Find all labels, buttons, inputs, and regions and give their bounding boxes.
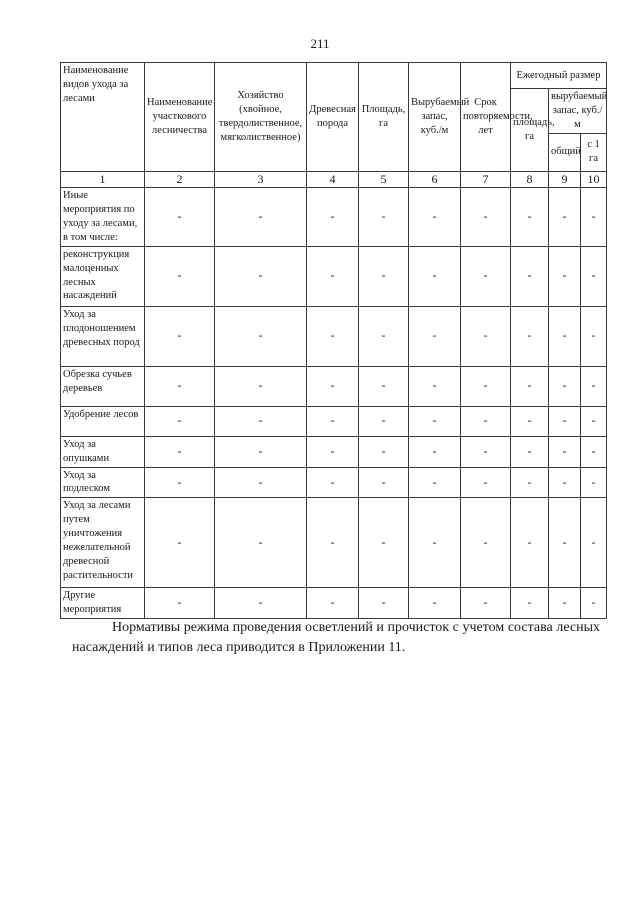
table-cell: -	[549, 588, 581, 619]
table-cell: -	[359, 246, 409, 306]
table-cell: -	[145, 188, 215, 246]
table-cell: -	[359, 406, 409, 436]
row-name: Другие мероприятия	[61, 588, 145, 619]
row-name: Обрезка сучьев деревьев	[61, 366, 145, 406]
header-annual-felled: вырубаемый запас, куб./м	[549, 89, 607, 134]
table-cell: -	[359, 366, 409, 406]
table-cell: -	[461, 436, 511, 467]
row-name: Иные мероприятия по уходу за лесами, в том числе:	[61, 188, 145, 246]
table-cell: -	[307, 246, 359, 306]
table-cell: -	[215, 467, 307, 498]
header-annual-area: площадь, га	[511, 89, 549, 172]
table-cell: -	[359, 588, 409, 619]
table-cell: -	[511, 588, 549, 619]
table-cell: -	[145, 306, 215, 366]
header-species: Древесная порода	[307, 63, 359, 172]
table-cell: -	[145, 366, 215, 406]
column-number: 2	[145, 171, 215, 188]
table-cell: -	[307, 366, 359, 406]
table-cell: -	[409, 406, 461, 436]
table-row	[61, 188, 607, 246]
table-cell: -	[581, 406, 607, 436]
header-total: общий	[549, 133, 581, 171]
column-number: 6	[409, 171, 461, 188]
table-cell: -	[409, 498, 461, 588]
header-area: Площадь, га	[359, 63, 409, 172]
table-row	[61, 406, 607, 436]
table-cell: -	[145, 588, 215, 619]
table-cell: -	[549, 467, 581, 498]
table-cell: -	[511, 188, 549, 246]
column-number: 8	[511, 171, 549, 188]
table-cell: -	[215, 406, 307, 436]
table-cell: -	[359, 436, 409, 467]
table-cell: -	[307, 306, 359, 366]
table-cell: -	[215, 588, 307, 619]
table-cell: -	[581, 246, 607, 306]
table-cell: -	[581, 588, 607, 619]
table-cell: -	[549, 366, 581, 406]
table-cell: -	[307, 467, 359, 498]
table-cell: -	[461, 306, 511, 366]
table-cell: -	[581, 467, 607, 498]
table-cell: -	[511, 366, 549, 406]
table-row	[61, 436, 607, 467]
column-number: 7	[461, 171, 511, 188]
table-body	[61, 188, 607, 619]
table-cell: -	[581, 366, 607, 406]
table-cell: -	[359, 467, 409, 498]
table-cell: -	[307, 188, 359, 246]
table-cell: -	[215, 188, 307, 246]
page-number: 211	[310, 36, 330, 51]
table-cell: -	[461, 188, 511, 246]
table-cell: -	[307, 406, 359, 436]
row-name: Уход за опушками	[61, 436, 145, 467]
table-cell: -	[461, 406, 511, 436]
table-row	[61, 467, 607, 498]
header-felled-stock: Вырубаемый запас, куб./м	[409, 63, 461, 172]
table-cell: -	[581, 436, 607, 467]
table-cell: -	[549, 246, 581, 306]
table-cell: -	[581, 188, 607, 246]
table-cell: -	[215, 436, 307, 467]
row-name: Уход за лесами путем уничтожения нежелательной древесной растительности	[61, 498, 145, 588]
table-cell: -	[549, 436, 581, 467]
header-repeat-period: Срок повторяемости, лет	[461, 63, 511, 172]
table-cell: -	[307, 588, 359, 619]
table-cell: -	[409, 366, 461, 406]
header-care-type: Наименование видов ухода за лесами	[61, 63, 145, 172]
table-cell: -	[511, 498, 549, 588]
table-cell: -	[215, 366, 307, 406]
table-cell: -	[581, 306, 607, 366]
table-cell: -	[215, 246, 307, 306]
table-cell: -	[409, 588, 461, 619]
table-row	[61, 306, 607, 366]
table-cell: -	[215, 306, 307, 366]
table-row	[61, 366, 607, 406]
column-number: 1	[61, 171, 145, 188]
table-row	[61, 246, 607, 306]
table-cell: -	[511, 436, 549, 467]
table-cell: -	[145, 498, 215, 588]
table-cell: -	[359, 306, 409, 366]
table-cell: -	[549, 406, 581, 436]
forest-care-table	[60, 62, 607, 619]
row-name: Уход за подлеском	[61, 467, 145, 498]
column-number: 4	[307, 171, 359, 188]
table-cell: -	[549, 306, 581, 366]
header-economy: Хозяйство (хвойное, твердолиственное, мягколиственное)	[215, 63, 307, 172]
table-cell: -	[145, 467, 215, 498]
column-number: 5	[359, 171, 409, 188]
row-name: реконструкция малоценных лесных насаждений	[61, 246, 145, 306]
table-cell: -	[511, 306, 549, 366]
table-cell: -	[461, 498, 511, 588]
column-number: 3	[215, 171, 307, 188]
table-cell: -	[461, 246, 511, 306]
row-name: Удобрение лесов	[61, 406, 145, 436]
table-cell: -	[581, 498, 607, 588]
row-name: Уход за плодоношением древесных пород	[61, 306, 145, 366]
table-cell: -	[511, 246, 549, 306]
table-row	[61, 588, 607, 619]
table-cell: -	[145, 406, 215, 436]
table-cell: -	[307, 498, 359, 588]
table-cell: -	[409, 436, 461, 467]
table-cell: -	[461, 588, 511, 619]
table-cell: -	[409, 246, 461, 306]
header-forestry: Наименование участкового лесничества	[145, 63, 215, 172]
column-number: 9	[549, 171, 581, 188]
table-cell: -	[409, 306, 461, 366]
table-cell: -	[409, 467, 461, 498]
table-cell: -	[549, 498, 581, 588]
paragraph: Нормативы режима проведения осветлений и прочисток с учетом состава лесных насаждений и типов леса приводится в Приложении 11.	[72, 620, 600, 656]
table-cell: -	[511, 467, 549, 498]
table-cell: -	[359, 188, 409, 246]
table-cell: -	[409, 188, 461, 246]
table-cell: -	[145, 246, 215, 306]
table-cell: -	[549, 188, 581, 246]
table-cell: -	[215, 498, 307, 588]
header-annual-size: Ежегодный размер	[511, 63, 607, 89]
column-numbers-row	[61, 171, 607, 188]
table-cell: -	[511, 406, 549, 436]
table-cell: -	[145, 436, 215, 467]
table-cell: -	[461, 467, 511, 498]
header-per-ha: с 1 га	[581, 133, 607, 171]
table-cell: -	[359, 498, 409, 588]
table-cell: -	[307, 436, 359, 467]
column-number: 10	[581, 171, 607, 188]
table-row	[61, 498, 607, 588]
table-cell: -	[461, 366, 511, 406]
